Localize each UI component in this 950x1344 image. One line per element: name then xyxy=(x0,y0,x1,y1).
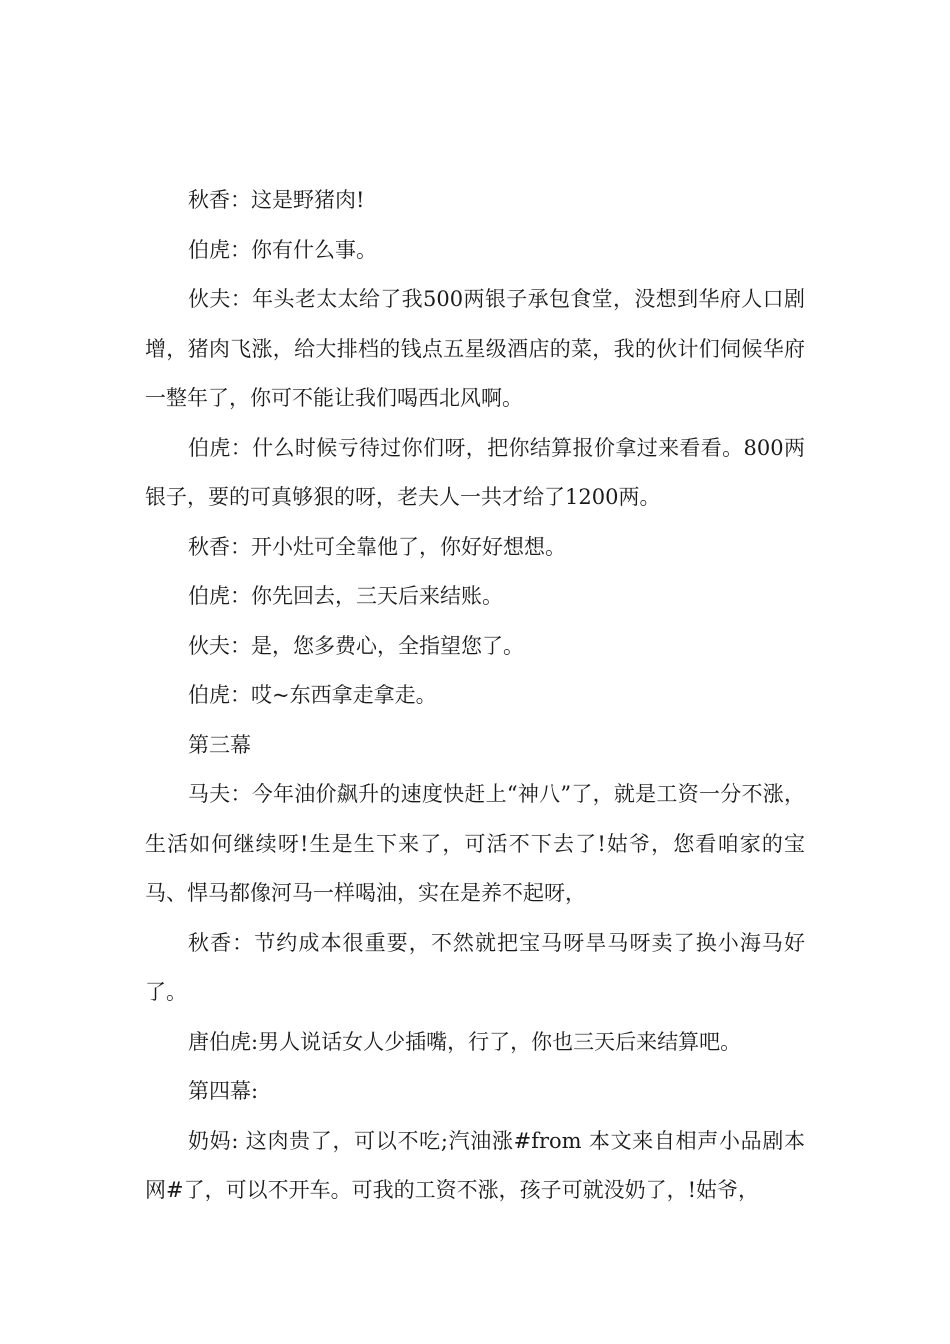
paragraph: 伯虎：你有什么事。 xyxy=(188,237,377,262)
paragraph: 伙夫：年头老太太给了我500两银子承包食堂，没想到华府人口剧增，猪肉飞涨，给大排档的钱点五星级酒店的菜，我的伙计们伺候华府一整年了，你可不能让我们喝西北风啊。 xyxy=(145,287,805,410)
paragraph: 伯虎：什么时候亏待过你们呀，把你结算报价拿过来看看。800两银子，要的可真够狠的呀，老夫人一共才给了1200两。 xyxy=(145,435,805,509)
paragraph: 奶妈: 这肉贵了，可以不吃;汽油涨#from 本文来自相声小品剧本网#了，可以不开车。可我的工资不涨，孩子可就没奶了，!姑爷， xyxy=(145,1128,805,1202)
paragraph: 唐伯虎:男人说话女人少插嘴，行了，你也三天后来结算吧。 xyxy=(188,1029,742,1054)
paragraph: 伯虎：哎~东西拿走拿走。 xyxy=(188,683,437,707)
paragraph: 伯虎：你先回去，三天后来结账。 xyxy=(188,584,503,608)
paragraph: 马夫：今年油价飙升的速度快赶上“神八”了，就是工资一分不涨，生活如何继续呀!生是生下来了，可活不下去了!姑爷，您看咱家的宝马、悍马都像河马一样喝油，实在是养不起呀， xyxy=(145,782,805,905)
act-heading: 第四幕: xyxy=(188,1079,259,1103)
paragraph: 伙夫：是，您多费心，全指望您了。 xyxy=(188,633,524,658)
paragraph: 秋香：开小灶可全靠他了，你好好想想。 xyxy=(188,534,566,559)
act-heading: 第三幕 xyxy=(188,732,251,757)
paragraph: 秋香：节约成本很重要，不然就把宝马呀旱马呀卖了换小海马好了。 xyxy=(145,930,805,1004)
paragraph: 秋香：这是野猪肉! xyxy=(188,188,365,212)
script-text-body xyxy=(145,176,805,1216)
